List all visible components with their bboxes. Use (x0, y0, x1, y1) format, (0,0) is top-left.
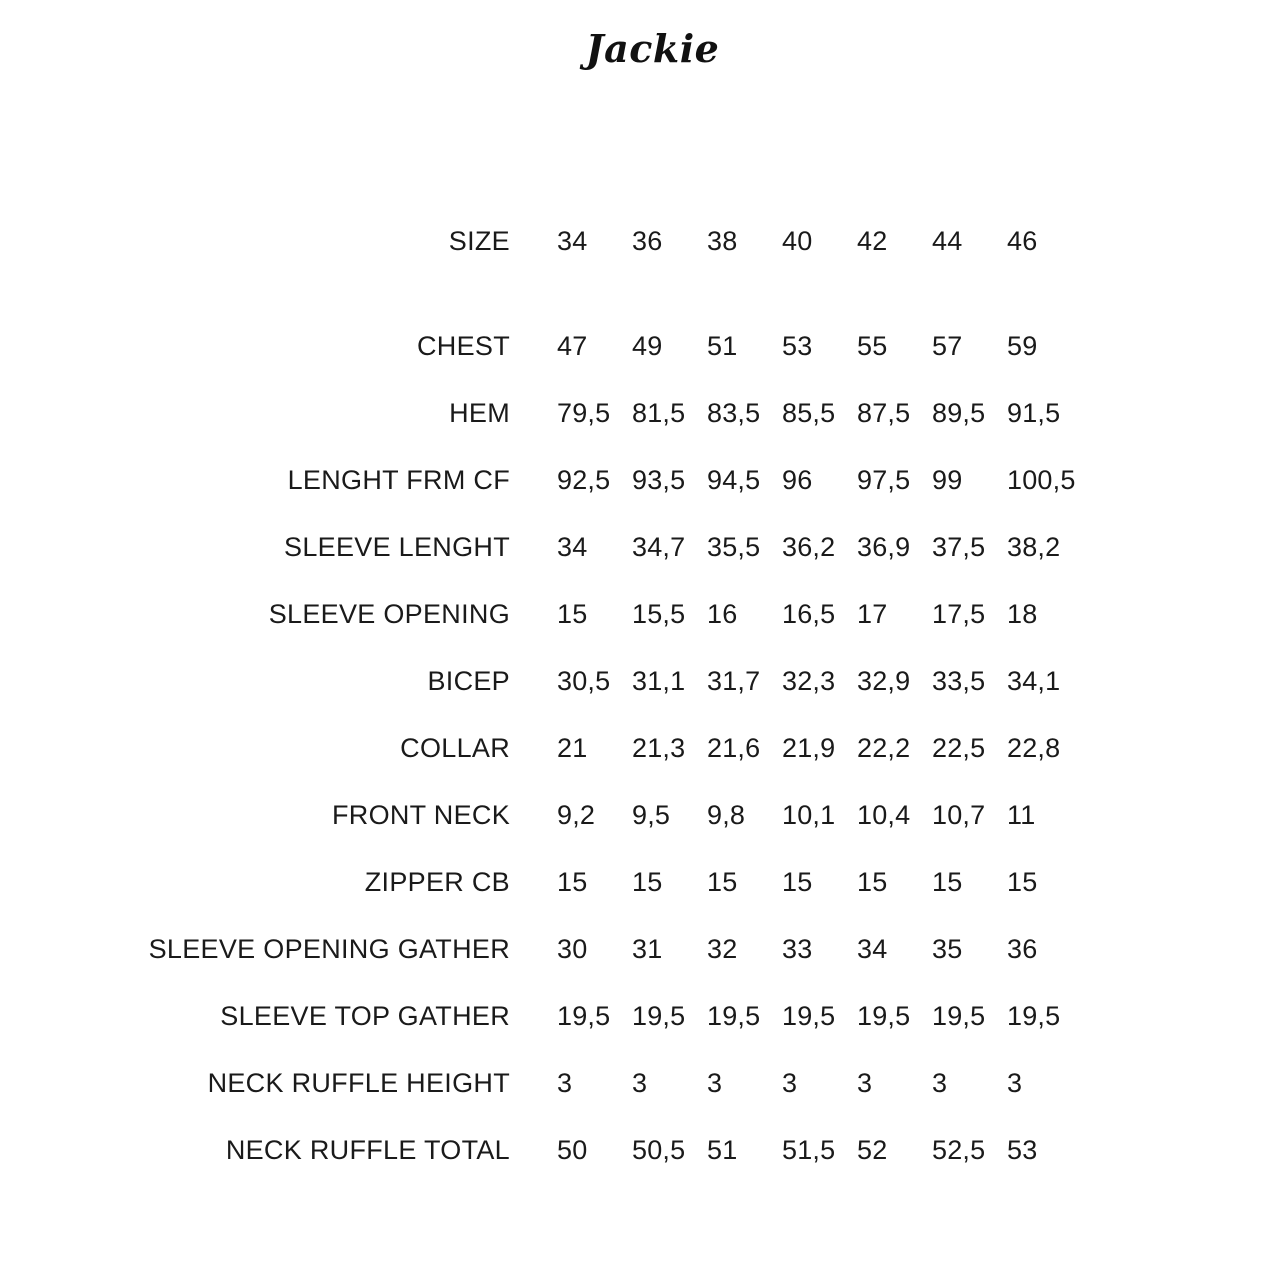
value-cell: 30,5 (557, 666, 611, 696)
value-cell: 10,7 (932, 800, 986, 830)
value-cell: 19,5 (782, 1001, 836, 1031)
value-cell: 15 (707, 867, 738, 897)
value-cell: 89,5 (932, 398, 986, 428)
value-cell: 15 (557, 867, 588, 897)
value-cell: 3 (857, 1068, 873, 1098)
value-cell: 15 (932, 867, 963, 897)
value-cell: 3 (557, 1068, 573, 1098)
row-label: LENGHT FRM CF (287, 465, 510, 495)
value-cell: 59 (1007, 331, 1038, 361)
value-cell: 34,7 (632, 532, 686, 562)
value-cell: 9,8 (707, 800, 746, 830)
value-cell: 34,1 (1007, 666, 1061, 696)
value-cell: 32 (707, 934, 738, 964)
value-cell: 53 (1007, 1135, 1038, 1165)
value-cell: 17 (857, 599, 888, 629)
value-cell: 52 (857, 1135, 888, 1165)
value-cell: 3 (1007, 1068, 1023, 1098)
table-row (0, 393, 1280, 433)
value-cell: 18 (1007, 599, 1038, 629)
value-cell: 15 (782, 867, 813, 897)
value-cell: 87,5 (857, 398, 911, 428)
value-cell: 22,2 (857, 733, 911, 763)
value-cell: 81,5 (632, 398, 686, 428)
size-cell: 36 (632, 226, 663, 256)
value-cell: 17,5 (932, 599, 986, 629)
value-cell: 21 (557, 733, 588, 763)
row-label: SIZE (448, 226, 510, 256)
value-cell: 22,5 (932, 733, 986, 763)
value-cell: 37,5 (932, 532, 986, 562)
row-label: CHEST (416, 331, 510, 361)
row-label: SLEEVE OPENING GATHER (148, 934, 510, 964)
value-cell: 92,5 (557, 465, 611, 495)
value-cell: 15 (857, 867, 888, 897)
row-label: ZIPPER CB (364, 867, 510, 897)
row-label: SLEEVE TOP GATHER (220, 1001, 510, 1031)
value-cell: 53 (782, 331, 813, 361)
size-cell: 44 (932, 226, 963, 256)
table-row (0, 460, 1280, 500)
value-cell: 21,9 (782, 733, 836, 763)
value-cell: 3 (707, 1068, 723, 1098)
value-cell: 3 (932, 1068, 948, 1098)
value-cell: 36,9 (857, 532, 911, 562)
value-cell: 3 (632, 1068, 648, 1098)
page-title: Jackie (585, 26, 720, 71)
table-row (0, 1130, 1280, 1170)
value-cell: 16,5 (782, 599, 836, 629)
table-row (0, 527, 1280, 567)
value-cell: 15,5 (632, 599, 686, 629)
value-cell: 34 (557, 532, 588, 562)
row-label: NECK RUFFLE TOTAL (225, 1135, 510, 1165)
size-cell: 34 (557, 226, 588, 256)
value-cell: 31 (632, 934, 663, 964)
value-cell: 52,5 (932, 1135, 986, 1165)
value-cell: 16 (707, 599, 738, 629)
value-cell: 19,5 (1007, 1001, 1061, 1031)
value-cell: 21,6 (707, 733, 761, 763)
value-cell: 50 (557, 1135, 588, 1165)
value-cell: 83,5 (707, 398, 761, 428)
row-label: NECK RUFFLE HEIGHT (207, 1068, 510, 1098)
size-cell: 42 (857, 226, 888, 256)
value-cell: 3 (782, 1068, 798, 1098)
table-row (0, 795, 1280, 835)
value-cell: 15 (557, 599, 588, 629)
table-row (0, 1063, 1280, 1103)
value-cell: 10,4 (857, 800, 911, 830)
table-row (0, 728, 1280, 768)
value-cell: 100,5 (1007, 465, 1076, 495)
value-cell: 35 (932, 934, 963, 964)
value-cell: 19,5 (707, 1001, 761, 1031)
value-cell: 30 (557, 934, 588, 964)
value-cell: 36 (1007, 934, 1038, 964)
value-cell: 94,5 (707, 465, 761, 495)
table-row (0, 661, 1280, 701)
table-row (0, 996, 1280, 1036)
value-cell: 21,3 (632, 733, 686, 763)
value-cell: 32,9 (857, 666, 911, 696)
value-cell: 19,5 (932, 1001, 986, 1031)
value-cell: 36,2 (782, 532, 836, 562)
value-cell: 55 (857, 331, 888, 361)
value-cell: 32,3 (782, 666, 836, 696)
value-cell: 15 (632, 867, 663, 897)
value-cell: 99 (932, 465, 963, 495)
value-cell: 10,1 (782, 800, 836, 830)
value-cell: 9,2 (557, 800, 596, 830)
table-row (0, 594, 1280, 634)
row-label: COLLAR (400, 733, 510, 763)
row-label: SLEEVE OPENING (268, 599, 510, 629)
value-cell: 51 (707, 331, 738, 361)
value-cell: 9,5 (632, 800, 671, 830)
value-cell: 19,5 (557, 1001, 611, 1031)
value-cell: 35,5 (707, 532, 761, 562)
row-label: BICEP (427, 666, 510, 696)
value-cell: 33 (782, 934, 813, 964)
table-row (0, 862, 1280, 902)
row-label: FRONT NECK (331, 800, 510, 830)
value-cell: 31,7 (707, 666, 761, 696)
value-cell: 15 (1007, 867, 1038, 897)
value-cell: 85,5 (782, 398, 836, 428)
value-cell: 96 (782, 465, 813, 495)
table-row (0, 929, 1280, 969)
value-cell: 22,8 (1007, 733, 1061, 763)
value-cell: 31,1 (632, 666, 686, 696)
value-cell: 97,5 (857, 465, 911, 495)
table-row (0, 326, 1280, 366)
value-cell: 51 (707, 1135, 738, 1165)
value-cell: 47 (557, 331, 588, 361)
row-label: HEM (449, 398, 510, 428)
value-cell: 34 (857, 934, 888, 964)
size-cell: 38 (707, 226, 738, 256)
value-cell: 79,5 (557, 398, 611, 428)
value-cell: 50,5 (632, 1135, 686, 1165)
value-cell: 51,5 (782, 1135, 836, 1165)
value-cell: 91,5 (1007, 398, 1061, 428)
value-cell: 38,2 (1007, 532, 1061, 562)
value-cell: 11 (1007, 800, 1036, 830)
size-cell: 40 (782, 226, 813, 256)
value-cell: 19,5 (632, 1001, 686, 1031)
value-cell: 49 (632, 331, 663, 361)
value-cell: 57 (932, 331, 963, 361)
value-cell: 93,5 (632, 465, 686, 495)
header-row (0, 221, 1280, 261)
size-cell: 46 (1007, 226, 1038, 256)
value-cell: 19,5 (857, 1001, 911, 1031)
row-label: SLEEVE LENGHT (284, 532, 510, 562)
value-cell: 33,5 (932, 666, 986, 696)
